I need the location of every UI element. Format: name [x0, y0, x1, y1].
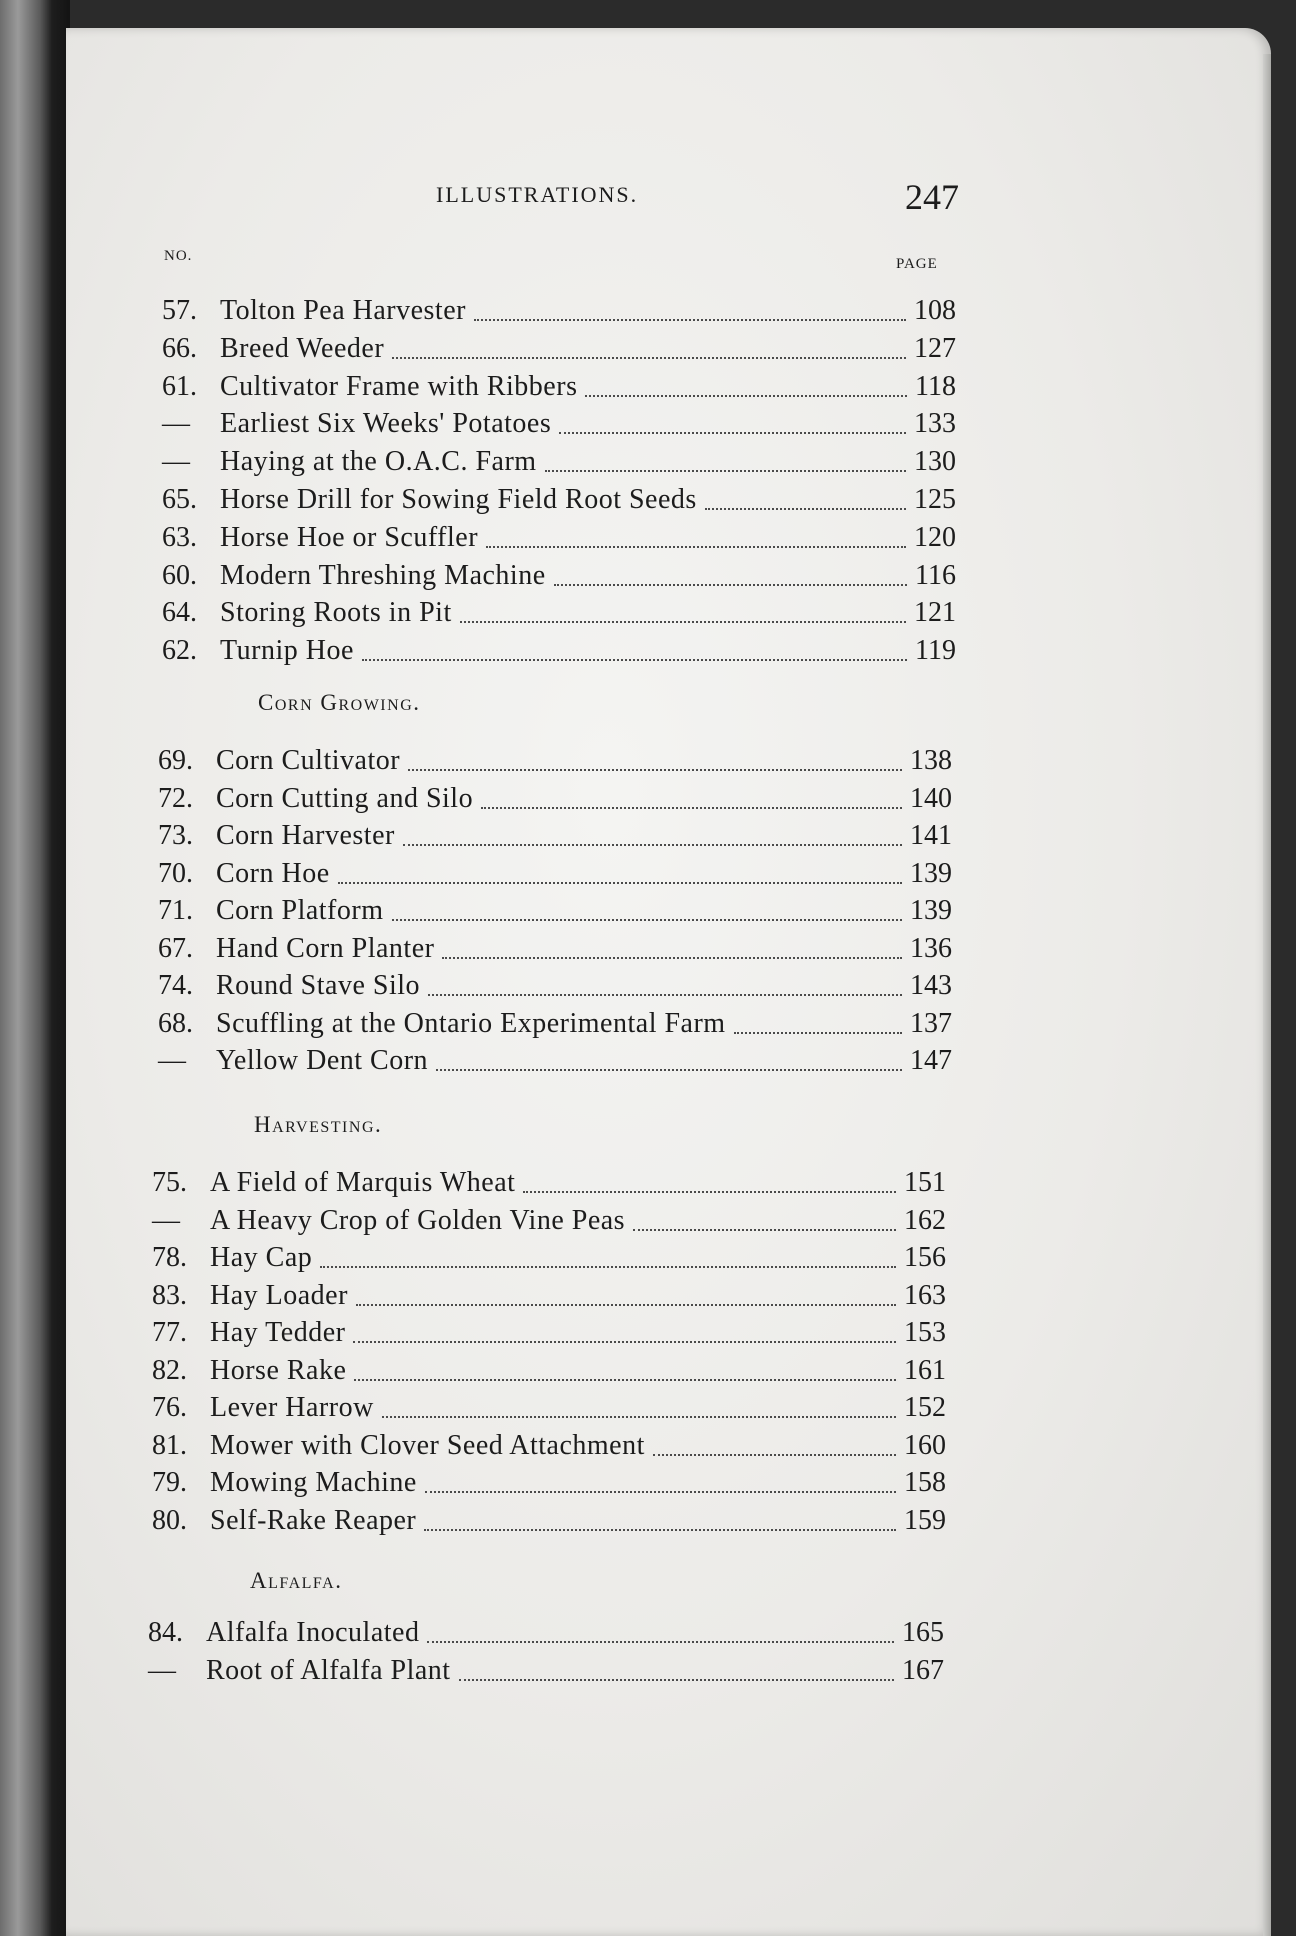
list-item [158, 782, 952, 816]
dot-leader [481, 806, 902, 809]
item-title: A Heavy Crop of Golden Vine Peas [210, 1204, 626, 1236]
list-item [152, 1279, 946, 1313]
item-page-number: 156 [904, 1242, 946, 1273]
dot-leader [356, 1303, 896, 1306]
list-item [152, 1504, 946, 1538]
item-page-number: 136 [910, 932, 952, 964]
item-title: Corn Platform [216, 895, 384, 926]
list-item [148, 1616, 944, 1650]
dot-leader [486, 545, 906, 548]
item-title: Tolton Pea Harvester [220, 295, 466, 326]
item-page-number: 140 [910, 782, 952, 814]
list-item [162, 407, 956, 441]
item-title: Yellow Dent Corn [216, 1045, 429, 1076]
item-page-number: 118 [915, 370, 956, 402]
item-title: Hay Cap [210, 1242, 313, 1273]
list-item [162, 559, 956, 593]
list-item [162, 634, 956, 668]
item-page-number: 163 [904, 1279, 946, 1311]
running-head-title: ILLUSTRATIONS. [436, 182, 639, 207]
item-number: 75. [152, 1167, 187, 1198]
item-number: 65. [162, 484, 197, 515]
item-page-number: 159 [904, 1504, 946, 1536]
dot-leader [424, 1528, 896, 1531]
item-title: Mower with Clover Seed Attachment [210, 1429, 645, 1461]
item-title: Alfalfa Inoculated [206, 1617, 420, 1648]
item-number: 81. [152, 1429, 187, 1461]
column-header-page: PAGE [896, 256, 938, 272]
item-page-number: 127 [914, 332, 956, 364]
item-number: 77. [152, 1317, 187, 1348]
dot-leader [338, 881, 902, 884]
item-number: 60. [162, 559, 197, 591]
list-item [158, 819, 952, 853]
dot-leader [425, 1490, 896, 1493]
item-page-number: 139 [910, 857, 952, 889]
item-page-number: 133 [914, 408, 956, 440]
dot-leader [474, 318, 906, 321]
item-title: Scuffling at the Ontario Experimental Farm [216, 1007, 726, 1039]
item-number: 71. [158, 895, 193, 926]
dot-leader [559, 431, 906, 434]
item-page-number: 153 [904, 1317, 946, 1348]
item-title: Lever Harrow [210, 1392, 374, 1423]
item-page-number: 120 [914, 521, 956, 553]
item-page-number: 108 [914, 295, 956, 326]
item-number: 82. [152, 1354, 187, 1386]
item-number: — [162, 446, 190, 478]
dot-leader [354, 1378, 896, 1381]
dot-leader [392, 356, 906, 359]
list-item [148, 1654, 944, 1688]
item-page-number: 161 [904, 1354, 946, 1386]
list-item [158, 1007, 952, 1041]
item-page-number: 139 [910, 895, 952, 926]
dot-leader [734, 1031, 902, 1034]
item-number: — [148, 1654, 176, 1686]
dot-leader [459, 1678, 894, 1681]
item-number: — [162, 408, 190, 440]
item-title: Corn Cutting and Silo [216, 782, 474, 814]
dot-leader [408, 768, 902, 771]
item-page-number: 121 [914, 597, 956, 629]
dot-leader [653, 1453, 896, 1456]
dot-leader [705, 507, 906, 510]
page-number: 247 [905, 177, 959, 217]
item-number: — [152, 1204, 180, 1236]
dot-leader [523, 1190, 896, 1193]
item-number: 78. [152, 1242, 187, 1273]
dot-leader [362, 658, 907, 661]
dot-leader [353, 1340, 896, 1343]
item-page-number: 162 [904, 1204, 946, 1236]
list-item [158, 1044, 952, 1078]
list-item [152, 1429, 946, 1463]
item-number: 67. [158, 932, 193, 964]
item-number: 62. [162, 635, 197, 667]
item-page-number: 152 [904, 1392, 946, 1423]
list-item [162, 521, 956, 555]
list-item [158, 744, 952, 778]
item-page-number: 165 [902, 1617, 944, 1648]
list-item [162, 294, 956, 328]
item-title: Storing Roots in Pit [220, 597, 452, 629]
list-item [152, 1166, 946, 1200]
item-page-number: 141 [910, 820, 952, 851]
item-number: 79. [152, 1467, 187, 1498]
list-item [152, 1316, 946, 1350]
item-number: 83. [152, 1279, 187, 1311]
item-page-number: 116 [915, 559, 956, 591]
dot-leader [428, 993, 902, 996]
item-number: 73. [158, 820, 193, 851]
dot-leader [442, 956, 902, 959]
dot-leader [392, 918, 903, 921]
item-number: 74. [158, 970, 193, 1001]
dot-leader [554, 583, 907, 586]
item-title: Self-Rake Reaper [210, 1504, 417, 1536]
item-title: Hand Corn Planter [216, 932, 435, 964]
item-title: Mowing Machine [210, 1467, 417, 1498]
item-title: Horse Rake [210, 1354, 347, 1386]
list-item [152, 1466, 946, 1500]
item-page-number: 147 [910, 1045, 952, 1076]
list-item [152, 1391, 946, 1425]
list-item [152, 1241, 946, 1275]
item-page-number: 138 [910, 745, 952, 776]
item-number: 80. [152, 1504, 187, 1536]
item-title: Turnip Hoe [220, 635, 354, 667]
list-item [158, 857, 952, 891]
item-number: 72. [158, 782, 193, 814]
item-number: 61. [162, 370, 197, 402]
item-page-number: 160 [904, 1429, 946, 1461]
section-heading: Harvesting. [254, 1112, 383, 1137]
list-item [152, 1204, 946, 1238]
item-page-number: 137 [910, 1007, 952, 1039]
list-item [162, 370, 956, 404]
item-title: Haying at the O.A.C. Farm [220, 446, 537, 478]
item-title: Root of Alfalfa Plant [206, 1654, 451, 1686]
item-number: 76. [152, 1392, 187, 1423]
item-title: Round Stave Silo [216, 970, 421, 1001]
item-title: Horse Hoe or Scuffler [220, 521, 479, 553]
item-title: Corn Harvester [216, 820, 395, 851]
section-heading: Alfalfa. [250, 1568, 343, 1593]
dot-leader [320, 1265, 896, 1268]
item-title: Hay Loader [210, 1279, 348, 1311]
item-number: 57. [162, 295, 197, 326]
dot-leader [427, 1640, 894, 1643]
column-header-no: NO. [164, 248, 193, 264]
list-item [162, 445, 956, 479]
dot-leader [403, 843, 902, 846]
list-item [162, 332, 956, 366]
item-title: Breed Weeder [220, 332, 385, 364]
item-number: 69. [158, 745, 193, 776]
dot-leader [585, 394, 907, 397]
dot-leader [545, 469, 906, 472]
item-number: 84. [148, 1617, 183, 1648]
item-number: 66. [162, 332, 197, 364]
dot-leader [436, 1068, 902, 1071]
item-page-number: 143 [910, 970, 952, 1001]
item-title: Hay Tedder [210, 1317, 346, 1348]
item-number: 63. [162, 521, 197, 553]
section-heading: Corn Growing. [258, 690, 421, 715]
item-title: Modern Threshing Machine [220, 559, 546, 591]
item-title: Cultivator Frame with Ribbers [220, 370, 578, 402]
item-page-number: 125 [914, 484, 956, 515]
item-title: A Field of Marquis Wheat [210, 1167, 516, 1198]
list-item [162, 596, 956, 630]
item-page-number: 151 [904, 1167, 946, 1198]
item-page-number: 119 [915, 635, 956, 667]
list-item [152, 1354, 946, 1388]
item-number: 68. [158, 1007, 193, 1039]
item-title: Corn Hoe [216, 857, 330, 889]
list-item [158, 969, 952, 1003]
item-page-number: 130 [914, 446, 956, 478]
list-item [162, 483, 956, 517]
item-number: — [158, 1045, 186, 1076]
dot-leader [460, 620, 906, 623]
item-title: Corn Cultivator [216, 745, 401, 776]
item-page-number: 167 [902, 1654, 944, 1686]
dot-leader [382, 1415, 896, 1418]
item-number: 70. [158, 857, 193, 889]
item-page-number: 158 [904, 1467, 946, 1498]
list-item [158, 932, 952, 966]
item-title: Earliest Six Weeks' Potatoes [220, 408, 552, 440]
list-item [158, 894, 952, 928]
item-number: 64. [162, 597, 197, 629]
dot-leader [633, 1228, 896, 1231]
item-title: Horse Drill for Sowing Field Root Seeds [220, 484, 697, 515]
